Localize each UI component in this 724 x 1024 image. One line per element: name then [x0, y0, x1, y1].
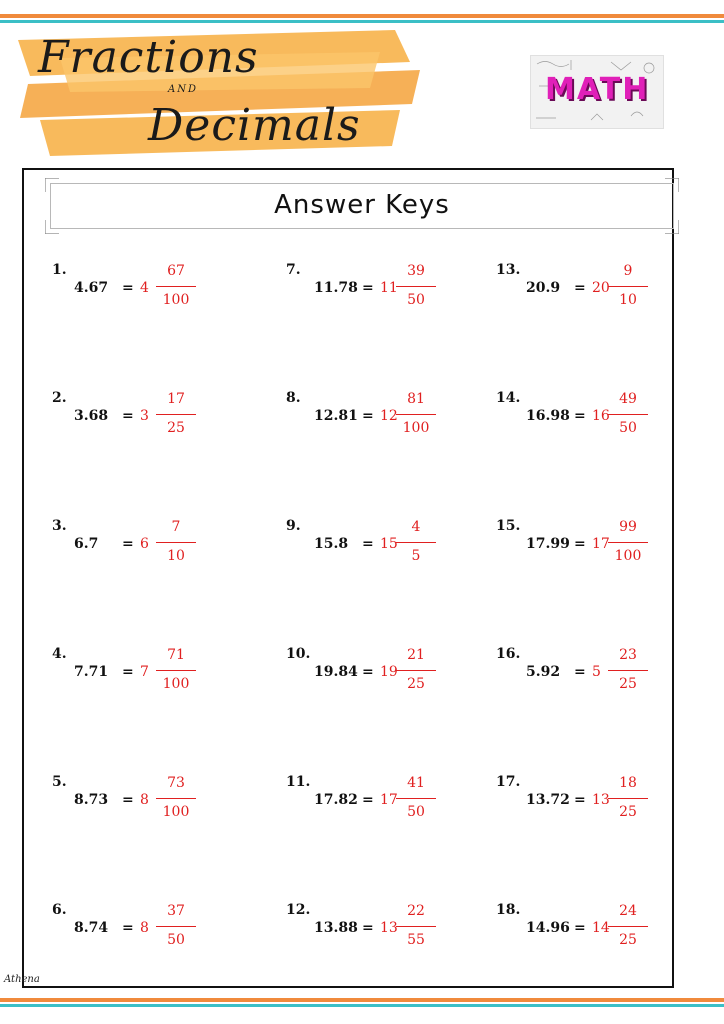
- fraction-denominator: 50: [619, 420, 637, 436]
- answer-fraction: [156, 390, 196, 437]
- decimal-value: 8.73: [74, 792, 109, 808]
- fraction-numerator: 7: [171, 519, 181, 535]
- problem-number: 2.: [52, 390, 67, 406]
- fraction-denominator: 25: [407, 676, 425, 692]
- decimal-value: 16.98: [526, 408, 570, 424]
- answer-fraction: [396, 262, 436, 309]
- problem-number: 14.: [496, 390, 521, 406]
- fraction-bar: [156, 286, 196, 287]
- answer-whole-number: 7: [140, 664, 149, 680]
- fraction-bar: [156, 798, 196, 799]
- fraction-denominator: 5: [411, 548, 421, 564]
- fraction-denominator: 100: [162, 676, 190, 692]
- answer-whole-number: 16: [592, 408, 610, 424]
- answer-fraction: [608, 774, 648, 821]
- equals-sign: =: [362, 280, 374, 296]
- answer-fraction: [396, 518, 436, 565]
- equals-sign: =: [122, 536, 134, 552]
- problem-number: 3.: [52, 518, 67, 534]
- decimal-value: 6.7: [74, 536, 99, 552]
- problem-number: 16.: [496, 646, 521, 662]
- decimal-value: 14.96: [526, 920, 570, 936]
- problem-number: 8.: [286, 390, 301, 406]
- fraction-denominator: 100: [162, 292, 190, 308]
- fraction-bar: [396, 286, 436, 287]
- problem-item: [286, 646, 496, 716]
- fraction-numerator: 21: [407, 647, 425, 663]
- math-logo-text: MATH: [545, 72, 650, 107]
- title-and: AND: [168, 84, 198, 95]
- problem-number: 18.: [496, 902, 521, 918]
- decimal-value: 17.82: [314, 792, 358, 808]
- title-decimals: Decimals: [148, 100, 361, 151]
- title-fractions: Fractions: [38, 32, 259, 83]
- decimal-value: 13.72: [526, 792, 570, 808]
- fraction-denominator: 100: [162, 804, 190, 820]
- answer-whole-number: 13: [592, 792, 610, 808]
- fraction-bar: [608, 926, 648, 927]
- fraction-denominator: 10: [167, 548, 185, 564]
- fraction-numerator: 24: [619, 903, 637, 919]
- answer-whole-number: 12: [380, 408, 398, 424]
- decimal-value: 19.84: [314, 664, 358, 680]
- fraction-bar: [396, 670, 436, 671]
- fraction-numerator: 41: [407, 775, 425, 791]
- equals-sign: =: [574, 792, 586, 808]
- fraction-denominator: 55: [407, 932, 425, 948]
- fraction-numerator: 23: [619, 647, 637, 663]
- problem-item: [52, 774, 262, 844]
- problem-item: [496, 774, 706, 844]
- problem-number: 11.: [286, 774, 311, 790]
- problem-item: [52, 262, 262, 332]
- answer-fraction: [156, 518, 196, 565]
- problem-number: 12.: [286, 902, 311, 918]
- fraction-bar: [608, 542, 648, 543]
- fraction-numerator: 37: [167, 903, 185, 919]
- fraction-denominator: 25: [619, 676, 637, 692]
- fraction-numerator: 49: [619, 391, 637, 407]
- answer-fraction: [608, 902, 648, 949]
- problem-item: [286, 774, 496, 844]
- fraction-bar: [396, 542, 436, 543]
- equals-sign: =: [122, 280, 134, 296]
- equals-sign: =: [362, 664, 374, 680]
- fraction-bar: [156, 414, 196, 415]
- answer-key-banner: [45, 178, 679, 234]
- equals-sign: =: [122, 920, 134, 936]
- answer-whole-number: 15: [380, 536, 398, 552]
- equals-sign: =: [574, 280, 586, 296]
- fraction-numerator: 99: [619, 519, 637, 535]
- problem-number: 15.: [496, 518, 521, 534]
- problem-number: 4.: [52, 646, 67, 662]
- fraction-denominator: 100: [402, 420, 430, 436]
- fraction-bar: [156, 926, 196, 927]
- fraction-numerator: 67: [167, 263, 185, 279]
- problem-item: [496, 262, 706, 332]
- answer-fraction: [396, 646, 436, 693]
- fraction-bar: [396, 414, 436, 415]
- equals-sign: =: [122, 408, 134, 424]
- fraction-bar: [156, 542, 196, 543]
- answer-whole-number: 17: [380, 792, 398, 808]
- decimal-value: 5.92: [526, 664, 561, 680]
- problem-item: [496, 646, 706, 716]
- problem-item: [52, 518, 262, 588]
- problem-item: [286, 518, 496, 588]
- fraction-bar: [608, 798, 648, 799]
- fraction-denominator: 25: [619, 804, 637, 820]
- answer-fraction: [608, 518, 648, 565]
- fraction-denominator: 50: [407, 804, 425, 820]
- problem-number: 1.: [52, 262, 67, 278]
- fraction-numerator: 73: [167, 775, 185, 791]
- answer-key-title: Answer Keys: [274, 190, 450, 220]
- math-logo: [530, 55, 664, 129]
- fraction-bar: [608, 286, 648, 287]
- decimal-value: 7.71: [74, 664, 109, 680]
- answer-fraction: [608, 646, 648, 693]
- decimal-value: 15.8: [314, 536, 349, 552]
- answer-whole-number: 20: [592, 280, 610, 296]
- equals-sign: =: [574, 536, 586, 552]
- answer-whole-number: 5: [592, 664, 601, 680]
- equals-sign: =: [362, 536, 374, 552]
- decimal-value: 11.78: [314, 280, 358, 296]
- problem-item: [496, 390, 706, 460]
- answer-whole-number: 19: [380, 664, 398, 680]
- problem-item: [286, 902, 496, 972]
- decimal-value: 20.9: [526, 280, 561, 296]
- answer-fraction: [156, 646, 196, 693]
- problem-item: [52, 646, 262, 716]
- fraction-numerator: 81: [407, 391, 425, 407]
- answer-fraction: [156, 262, 196, 309]
- answer-fraction: [156, 902, 196, 949]
- decimal-value: 3.68: [74, 408, 109, 424]
- decimal-value: 13.88: [314, 920, 358, 936]
- fraction-numerator: 17: [167, 391, 185, 407]
- answer-fraction: [608, 390, 648, 437]
- answer-fraction: [396, 902, 436, 949]
- decimal-value: 4.67: [74, 280, 109, 296]
- answer-whole-number: 8: [140, 920, 149, 936]
- bottom-stripe-orange: [0, 998, 724, 1002]
- problem-item: [286, 390, 496, 460]
- fraction-numerator: 39: [407, 263, 425, 279]
- answer-whole-number: 6: [140, 536, 149, 552]
- answer-whole-number: 13: [380, 920, 398, 936]
- fraction-denominator: 25: [167, 420, 185, 436]
- problem-item: [52, 390, 262, 460]
- equals-sign: =: [574, 408, 586, 424]
- answer-fraction: [608, 262, 648, 309]
- answer-whole-number: 11: [380, 280, 398, 296]
- decimal-value: 12.81: [314, 408, 358, 424]
- fraction-bar: [396, 798, 436, 799]
- bottom-stripe-teal: [0, 1004, 724, 1007]
- fraction-denominator: 100: [614, 548, 642, 564]
- worksheet-header: [0, 0, 724, 165]
- fraction-numerator: 9: [623, 263, 633, 279]
- answer-fraction: [396, 390, 436, 437]
- fraction-denominator: 50: [167, 932, 185, 948]
- problem-number: 6.: [52, 902, 67, 918]
- fraction-bar: [396, 926, 436, 927]
- answer-whole-number: 8: [140, 792, 149, 808]
- problem-number: 7.: [286, 262, 301, 278]
- fraction-numerator: 18: [619, 775, 637, 791]
- fraction-bar: [608, 414, 648, 415]
- fraction-denominator: 25: [619, 932, 637, 948]
- problem-number: 9.: [286, 518, 301, 534]
- equals-sign: =: [574, 664, 586, 680]
- problem-number: 13.: [496, 262, 521, 278]
- answer-whole-number: 3: [140, 408, 149, 424]
- problem-item: [52, 902, 262, 972]
- problem-number: 10.: [286, 646, 311, 662]
- answer-whole-number: 4: [140, 280, 149, 296]
- answer-whole-number: 14: [592, 920, 610, 936]
- fraction-denominator: 50: [407, 292, 425, 308]
- answer-whole-number: 17: [592, 536, 610, 552]
- problem-item: [286, 262, 496, 332]
- equals-sign: =: [122, 792, 134, 808]
- fraction-bar: [608, 670, 648, 671]
- decimal-value: 8.74: [74, 920, 109, 936]
- problem-item: [496, 518, 706, 588]
- problem-number: 17.: [496, 774, 521, 790]
- problem-number: 5.: [52, 774, 67, 790]
- author-signature: Athena: [4, 974, 40, 985]
- equals-sign: =: [362, 792, 374, 808]
- fraction-denominator: 10: [619, 292, 637, 308]
- fraction-numerator: 71: [167, 647, 185, 663]
- equals-sign: =: [362, 408, 374, 424]
- fraction-numerator: 4: [411, 519, 421, 535]
- answer-fraction: [396, 774, 436, 821]
- equals-sign: =: [574, 920, 586, 936]
- fraction-numerator: 22: [407, 903, 425, 919]
- problem-item: [496, 902, 706, 972]
- equals-sign: =: [362, 920, 374, 936]
- fraction-bar: [156, 670, 196, 671]
- answer-fraction: [156, 774, 196, 821]
- decimal-value: 17.99: [526, 536, 570, 552]
- equals-sign: =: [122, 664, 134, 680]
